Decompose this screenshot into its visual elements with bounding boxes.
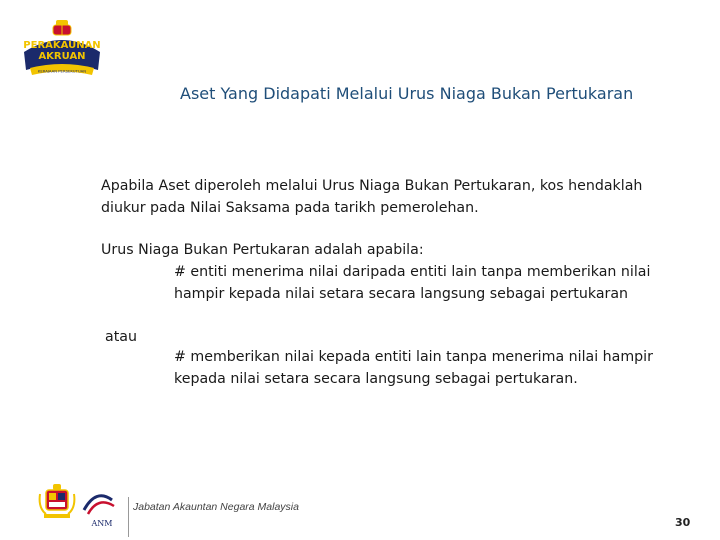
malaysia-crest-icon [40, 484, 75, 518]
slide-title: Aset Yang Didapati Melalui Urus Niaga Bukan Pertukaran [180, 84, 634, 103]
footer-logos [36, 484, 120, 528]
anm-mark: ANM [91, 519, 113, 528]
logo-line1: PERAKAUNAN [23, 40, 101, 51]
logo-banner: KERAJAAN PERSEKUTUAN [37, 68, 87, 74]
connector-atau: atau [105, 329, 137, 345]
logo-line2: AKRUAN [38, 51, 86, 62]
definition-paragraph: Apabila Aset diperoleh melalui Urus Niaga Bukan Pertukaran, kos hendaklah diukur pada Nilai Saksama pada tarikh pemerolehan. [101, 178, 643, 216]
perakaunan-akruan-logo [20, 18, 104, 92]
conditions-intro: Urus Niaga Bukan Pertukaran adalah apabila: [101, 242, 424, 258]
page-number: 30 [675, 516, 691, 529]
condition-second: # memberikan nilai kepada entiti lain tanpa menerima nilai hampir kepada nilai setara secara langsung sebagai pertukaran. [174, 349, 653, 387]
coat-of-arms-icon [53, 20, 71, 35]
footer-organization: Jabatan Akauntan Negara Malaysia [133, 501, 299, 513]
condition-first: # entiti menerima nilai daripada entiti lain tanpa memberikan nilai hampir kepada nilai setara secara langsung sebagai pertukaran [174, 264, 651, 302]
anm-logo-icon [84, 496, 114, 528]
footer-divider [128, 497, 129, 537]
